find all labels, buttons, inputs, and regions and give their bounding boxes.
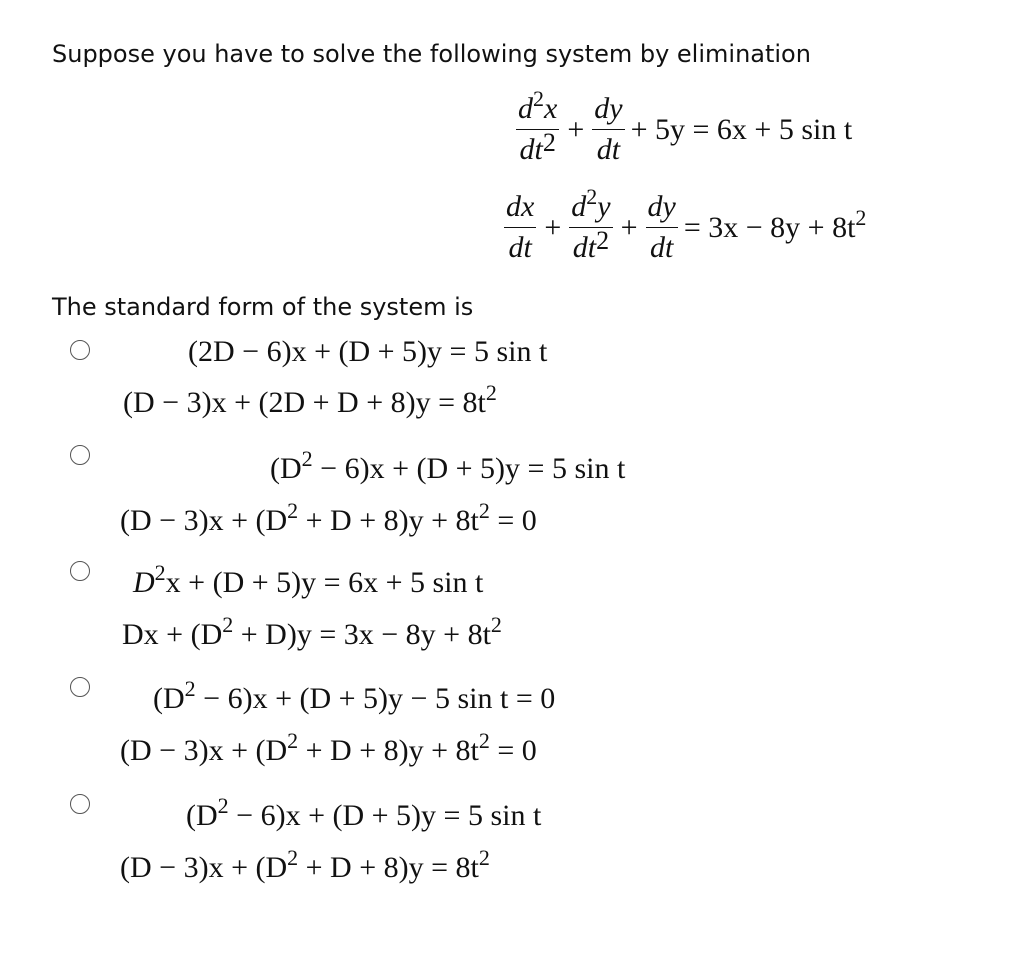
option-line-2: $(D - 3)x + (D^2 + D + 8)y + 8t^2 = 0$	[120, 728, 537, 767]
first-derivative-x: $\frac{dx}{dt}$	[506, 190, 535, 264]
radio-button[interactable]	[70, 794, 90, 814]
option-line-1: $(D^2 - 6)x + (D + 5)y = 5$ sin t	[186, 793, 542, 832]
option-line-1: $(D^2 - 6)x + (D + 5)y - 5$ sin t = 0	[153, 676, 556, 715]
radio-button[interactable]	[70, 340, 90, 360]
second-derivative-x: $\frac{d^2x}{dt2}$	[518, 86, 558, 166]
option-line-1: $D^2x + (D + 5)y = 6x + 5$ sin t	[133, 560, 484, 599]
option-line-2: $(D - 3)x + (D^2 + D + 8)y = 8t^2$	[120, 845, 490, 884]
system-equation-1: $\frac{d^2x}{dt2}$ + $\frac{dy}{dt}$ + 5y = 6x + 5 sin t	[518, 86, 853, 166]
question-prompt: Suppose you have to solve the following system by elimination	[52, 40, 811, 68]
option-line-2: $Dx + (D^2 + D)y = 3x - 8y + 8t^2$	[122, 612, 502, 651]
first-derivative-y: $\frac{dy}{dt}$	[647, 190, 676, 264]
radio-button[interactable]	[70, 445, 90, 465]
option-line-1: (2D − 6)x + (D + 5)y = 5 sin t	[188, 335, 548, 368]
second-derivative-y: $\frac{d^2y}{dt2}$	[571, 184, 611, 264]
radio-button[interactable]	[70, 561, 90, 581]
option-line-1: $(D^2 - 6)x + (D + 5)y = 5$ sin t	[270, 446, 626, 485]
first-derivative-y: $\frac{dy}{dt}$	[594, 92, 623, 166]
option-line-2: $(D - 3)x + (D^2 + D + 8)y + 8t^2 = 0$	[120, 498, 537, 537]
radio-button[interactable]	[70, 677, 90, 697]
system-equation-2: $\frac{dx}{dt}$ + $\frac{d^2y}{dt2}$ + $\frac{dy}{dt}$ = $3x - 8y + 8t^2$	[506, 184, 867, 264]
option-line-2: $(D - 3)x + (2D + D + 8)y = 8t^2$	[123, 380, 497, 419]
standard-form-lead: The standard form of the system is	[52, 293, 474, 321]
